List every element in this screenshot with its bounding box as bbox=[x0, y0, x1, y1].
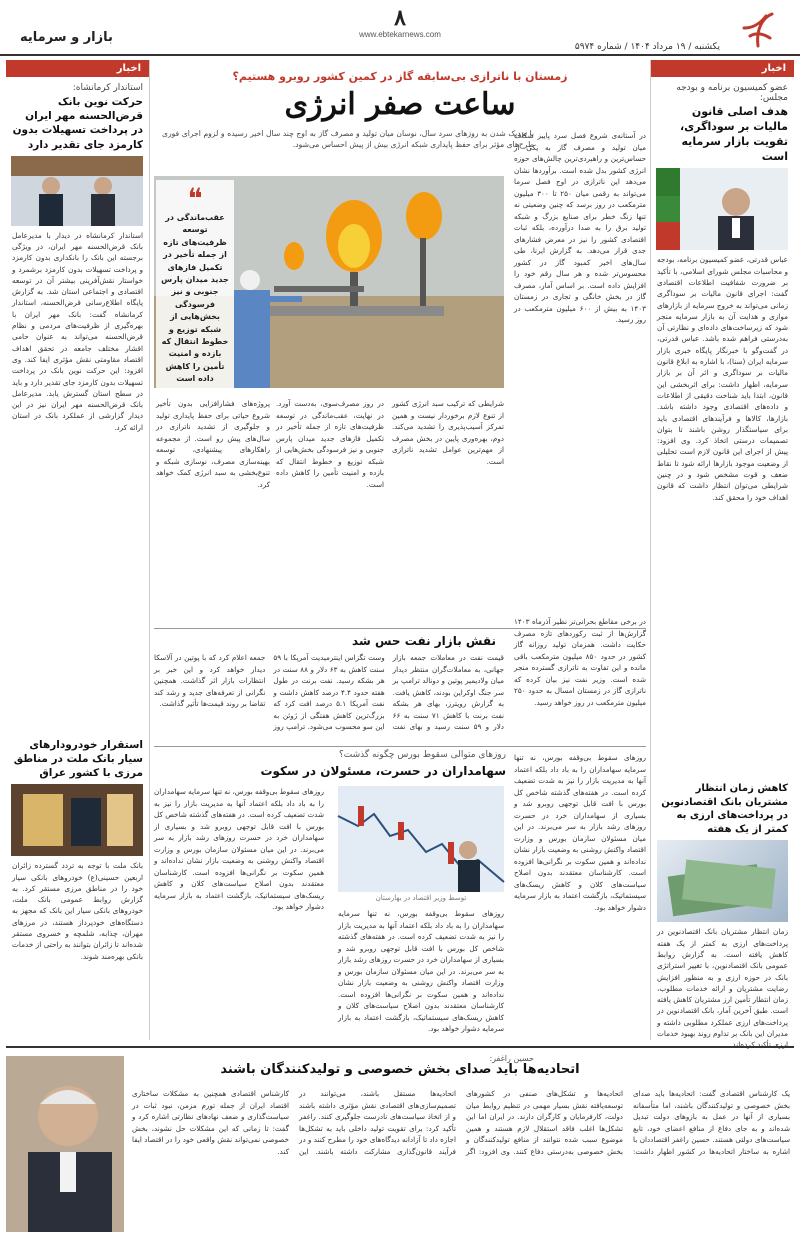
interviewee-portrait bbox=[6, 1056, 124, 1232]
oil-news-headline[interactable]: نقش بازار نفت حس شد bbox=[352, 634, 496, 648]
portrait-illustration bbox=[656, 168, 788, 250]
pull-quote-text: عقب‌ماندگی در توسعه ظرفیت‌های تازه از جمله تأخیر در تکمیل فازهای جدید میدان پارس جنوبی و نیز فرسودگی بخش‌هایی از شبکه توزیع و خطوط انتقال که بازده و امنیت تأمین را کاهش داده است bbox=[161, 213, 229, 384]
currency-photo bbox=[657, 840, 788, 922]
masthead-right bbox=[360, 8, 780, 52]
newspaper-logo-icon bbox=[736, 8, 780, 52]
main-lead: با نزدیک شدن به روزهای سرد سال، نوسان میان تولید و مصرف گاز به اوج چند سال اخیر رسیده و لزوم اجرای فوری طرح‌های مؤثر برای حفظ پایداری شبکه انرژی بیش از پیش احساس می‌شود. bbox=[162, 129, 534, 150]
issue-date: یکشنبه / ۱۹ مرداد ۱۴۰۴ / شماره ۵۹۷۴ bbox=[574, 42, 720, 52]
banknotes-illustration bbox=[656, 840, 788, 922]
left-news-column bbox=[6, 60, 150, 1040]
story-headline[interactable]: حرکت نوین بانک قرض‌الحسنه مهر ایران در پرداخت تسهیلات بدون کارمزد جای تقدیر دارد bbox=[12, 96, 143, 151]
news-section-label: اخبار bbox=[6, 60, 149, 77]
meeting-photo bbox=[12, 156, 143, 226]
quote-mark-icon: ❝ bbox=[187, 182, 203, 215]
story-body: بانک ملت با توجه به تردد گسترده زائران اربعین حسینی(ع) خودروهای بانکی سیار خود را در مناطق مرزی مستقر کرد. به گزارش روابط عمومی بانک ملت، خودروهای بانکی سیار این بانک که مجهز به دستگاه‌های خودپرداز هستند، در مرزهای مهران، چذابه، شلمچه و خسروی مستقر شده‌اند تا زائران بتوانند به راحتی از خدمات بانکی بهره‌مند شوند. bbox=[12, 861, 143, 961]
story-headline[interactable]: کاهش زمان انتظار مشتریان بانک اقتصادنوین در پرداخت‌های ارزی به کمتر از یک هفته bbox=[661, 783, 788, 835]
stock-body: روزهای سقوط بی‌وقفه بورس، نه تنها سرمایه سهامداران را به باد داد بلکه اعتماد آنها به مدیریت بازار را نیز به شدت تضعیف کرده است. در هفته‌های گذشته شاخص کل بورس با افت قابل توجهی روبرو شد و بسیاری از سهامداران خرد در حسرت روزهای رشد بازار به سر می‌برند. در این میان مسئولان سازمان بورس و وزارت اقتصاد واکنش روشنی به وضعیت بازار نشان نداده‌اند و همین سکوت بر نگرانی‌ها افزوده است. کارشناسان معتقدند بدون اصلاح سیاست‌های کلان و کاهش ریسک‌های سیستماتیک، بازگشت اعتماد به بازار سرمایه دشوار خواهد بود. bbox=[338, 909, 504, 1034]
masthead bbox=[0, 0, 800, 56]
section-divider bbox=[154, 628, 646, 629]
article-body-column: در آستانه‌ی شروع فصل سرد پاییز شکاف میان تولید و مصرف گاز به یکی از حساس‌ترین و راهبردی‌ترین چالش‌های حوزه انرژی کشور بدل شده است. برآوردها نشان می‌دهد این ناترازی در اوج فصل سرما می‌تواند به رقمی میان ۲۵۰ تا ۳۰۰ میلیون مترمکعب در روز برسد که چنین وضعیتی نه تنها زنگ خطر برای صنایع بزرگ و شبکه تولید برق را به صدا درآورده، بلکه ثبات اقتصادی کشور را نیز در معرض فشارهای جدی قرار می‌دهد. به گزارش ایرنا، طی سال‌های اخیر کمبود گاز در کشور محسوس‌تر شده و هر سال رقم خود را افزایش داده است. بر اساس آمار، مصرف گاز در بخش خانگی و تجاری در زمستان ۱۴۰۳ به بیش از ۶۰۰ میلیون مترمکعب در روز رسید. bbox=[514, 131, 647, 325]
article-body-column: پروژه‌های فشارافزایی بدون تأخیر شروع حیاتی برای حفظ پایداری تولید و جلوگیری از تشدید ناترازی در سال‌های پیش رو است. از مجموعه راهکارهای پیشنهادی، توسعه بهینه‌سازی مصرف، نوسازی شبکه و تنوع‌بخشی به سبد انرژی کمک خواهد کرد. bbox=[156, 399, 270, 489]
stock-kicker: روزهای متوالی سقوط بورس چگونه گذشت؟ bbox=[338, 750, 506, 760]
news-section-label: اخبار bbox=[651, 60, 794, 77]
byline: حسین راغفر: bbox=[489, 1054, 534, 1063]
oil-news-body: قیمت نفت در معاملات جمعه بازار جهانی، به معاملات‌گران منتظر دیدار میان ولادیمیر پوتین و دونالد ترامپ بر سر جنگ اوکراین بودند، کاهش یافت. به گزارش رویترز، بهای هر بشکه نفت برنت با کاهش ۷۱ سنت به ۶۶ دلار و ۵۹ سنت رسید و بهای نفت وست تگزاس اینترمیدیت آمریکا با ۵۹ سنت کاهش به ۶۳ دلار و ۸۸ سنت در هر بشکه رسید. نفت برنت در طول هفته حدود ۴.۴ درصد کاهش داشت و نفت آمریکا ۵.۱ درصد افت کرد که بزرگ‌ترین کاهش هفتگی از ژوئن به این سو محسوب می‌شود. ترامپ روز جمعه اعلام کرد که با پوتین در آلاسکا دیدار خواهد کرد و این خبر بر انتظارات بازار اثر گذاشت. همچنین نگرانی از تعرفه‌های جدید و رشد کند تقاضا بر روند قیمت‌ها تأثیر گذاشت. bbox=[154, 653, 505, 732]
main-kicker: زمستان با ناترازی بی‌سابقه گاز در کمین کشور روبرو هستیم؟ bbox=[232, 70, 568, 83]
article-body-column: شرایطی که ترکیب سبد انرژی کشور از تنوع لازم برخوردار نیست و همین تمرکز آسیب‌پذیری را تشدید می‌کند. دوم، بهره‌وری پایین در بخش مصرف از مهم‌ترین عوامل تشدید ناترازی است. bbox=[392, 399, 504, 466]
page-number: ۸ bbox=[394, 5, 406, 31]
stock-body: روزهای سقوط بی‌وقفه بورس، نه تنها سرمایه سهامداران را به باد داد بلکه اعتماد آنها به مدیریت بازار را نیز به شدت تضعیف کرده است. در هفته‌های گذشته شاخص کل بورس با افت قابل توجهی روبرو شد و بسیاری از سهامداران خرد در حسرت روزهای رشد بازار به سر می‌برند. در این میان مسئولان سازمان بورس و وزارت اقتصاد واکنش روشنی به وضعیت بازار نشان نداده‌اند و همین سکوت بر نگرانی‌ها افزوده است. کارشناسان معتقدند بدون اصلاح سیاست‌های کلان و کاهش ریسک‌های سیستماتیک، بازگشت اعتماد به بازار سرمایه دشوار خواهد بود. bbox=[154, 787, 324, 912]
atm-photo bbox=[12, 784, 143, 856]
article-body-column: در روز مصرف‌سوی، به‌دست آورد. در نهایت، عقب‌ماندگی در توسعه ظرفیت‌های تازه از جمله تأخیر در تکمیل فازهای جدید میدان پارس جنوبی و نیز فرسودگی بخش‌هایی از شبکه توزیع و خطوط انتقال که بازده و امنیت تأمین را کاهش داده است. bbox=[276, 399, 384, 489]
mobile-bank-illustration bbox=[11, 784, 143, 856]
photo-caption: توسط وزیر اقتصاد در بهارستان bbox=[375, 894, 467, 902]
stock-body: روزهای سقوط بی‌وقفه بورس، نه تنها سرمایه سهامداران را به باد داد بلکه اعتماد آنها به مدیریت بازار را نیز به شدت تضعیف کرده است. در هفته‌های گذشته شاخص کل بورس با افت قابل توجهی روبرو شد و بسیاری از سهامداران خرد در حسرت روزهای رشد بازار به سر می‌برند. در این میان مسئولان سازمان بورس و وزارت اقتصاد واکنش روشنی به وضعیت بازار نشان نداده‌اند و همین سکوت بر نگرانی‌ها افزوده است. کارشناسان معتقدند بدون اصلاح سیاست‌های کلان و کاهش ریسک‌های سیستماتیک، بازگشت اعتماد به بازار سرمایه دشوار خواهد بود. bbox=[514, 753, 646, 912]
bottom-headline[interactable]: اتحادیه‌ها باید صدای بخش خصوصی و تولیدکنندگان باشند bbox=[220, 1062, 580, 1077]
story-body: زمان انتظار مشتریان بانک اقتصادنوین در پرداخت‌های ارزی به کمتر از یک هفته کاهش یافته است. به گزارش روابط عمومی بانک اقتصادنوین، با تغییر استراتژی بانک در حوزه ارزی و به منظور افزایش رضایت مشتریان و ارائه خدمات مطلوب، زمان انتظار تأمین ارز مشتریان کاهش یافته است. طبق آخرین آمار، بانک اقتصادنوین در پرداخت‌های ارزی عملکرد مطلوبی داشته و مدیران این بانک بر تداوم روند بهبود خدمات ارزی تأکید کرده‌اند. bbox=[657, 927, 788, 1050]
stock-headline[interactable]: سهامداران در حسرت، مسئولان در سکوت bbox=[260, 764, 506, 778]
story-body: عباس قدرتی، عضو کمیسیون برنامه، بودجه و محاسبات مجلس شورای اسلامی، با تأکید بر ضرورت شفافیت اطلاعات اقتصادی گفت: اجرای قانون مالیات بر سوداگری زمانی می‌تواند به خروج سرمایه از بازارهای موازی و هدایت آن به بازار سرمایه منجر شود که زیرساخت‌های داده‌ای و نظارتی آن به‌درستی فراهم شده باشد. عباس قدرتی، در گفت‌وگو با خبرنگار پایگاه خبری بازار سرمایه ایران (سنا)، با اشاره به ابلاغ قانون مالیات بر سوداگری و اثر آن بر بازار سرمایه، اظهار داشت: برای اثربخشی این قانون، ابتدا باید شناخت دقیقی از اطلاعات و داده‌های اقتصادی وجود داشته باشد. بازارها، کالاها و فرآیندهای اقتصادی باید برای سیاستگذار روشن باشند تا بتوان تصمیمات درستی اتخاذ کرد. وی افزود: پیش از اجرای این قانون لازم است تحلیلی از وضعیت موجود بازارها ارائه شود تا نقاط ضعف و قوت مشخص شود و در چنین شرایطی می‌توان انتظار داشت که قانون اهداف خود را محقق کند. bbox=[657, 255, 788, 502]
section-name: بازار و سرمایه bbox=[20, 30, 113, 45]
story-kicker: عضو کمیسیون برنامه و بودجه مجلس: bbox=[676, 83, 788, 103]
pull-quote bbox=[156, 180, 234, 392]
stock-chart-photo bbox=[338, 786, 504, 892]
story-headline[interactable]: استقرار خودرودارهای سیار بانک ملت در مناطق مرزی با کشور عراق bbox=[13, 738, 143, 780]
right-news-column bbox=[650, 60, 794, 1050]
official-portrait-photo bbox=[657, 168, 788, 250]
story-body: استاندار کرمانشاه در دیدار با مدیرعامل بانک قرض‌الحسنه مهر ایران، در ویژگی برجسته این بانک را بانکداری بدون کارمزد و پرداخت تسهیلات بدون کارمزد برشمرد و خواستار نقش‌آفرینی بیشتر آن در توسعه اقتصادی و اجتماعی استان شد. به گزارش پایگاه اطلاع‌رسانی قرض‌الحسنه، استاندار کرمانشاه گفت: بانک مهر ایران با بهره‌گیری از ظرفیت‌های مردمی و نظام قرض‌الحسنه می‌تواند به عنوان حامی اقشار مختلف جامعه در تحقق اهداف اقتصاد مقاومتی نقش مؤثری ایفا کند. وی افزود: این حرکت نوین بانک در پرداخت تسهیلات بدون کارمزد جای تقدیر دارد و باید در سطح استان گسترش یابد. مدیرعامل بانک قرض‌الحسنه مهر ایران نیز در این دیدار گزارشی از عملکرد بانک در استان ارائه کرد. bbox=[12, 230, 143, 432]
main-article-area bbox=[154, 60, 646, 1040]
main-headline[interactable]: ساعت صفر انرژی bbox=[284, 87, 516, 122]
bottom-body: یک کارشناس اقتصادی گفت: اتحادیه‌ها باید صدای بخش خصوصی و تولیدکنندگان باشند، اما متأسفانه بسیاری از آنها در عمل به بازوهای دولت تبدیل شده‌اند و به جای دفاع از منافع اعضای خود، تابع سیاست‌های دولتی هستند. حسین راغفر اقتصاددان با اشاره به ساختار اتحادیه‌ها در کشور اظهار داشت: اتحادیه‌ها و تشکل‌های صنفی در کشورهای توسعه‌یافته نقش بسیار مهمی در تنظیم روابط میان دولت، کارفرمایان و کارگران دارند. در ایران اما این تشکل‌ها اغلب فاقد استقلال لازم هستند و همین موضوع سبب شده نتوانند از منافع تولیدکنندگان و بخش خصوصی به‌درستی دفاع کنند. وی افزود: اگر اتحادیه‌ها مستقل باشند، می‌توانند در تصمیم‌سازی‌های اقتصادی نقش مؤثری داشته باشند و از اتخاذ سیاست‌های نادرست جلوگیری کنند. راغفر تأکید کرد: برای تقویت تولید داخلی باید به تشکل‌ها اجازه داد تا آزادانه دیدگاه‌های خود را مطرح کنند و در فرآیند قانون‌گذاری مشارکت داشته باشند. این کارشناس اقتصادی همچنین به مشکلات ساختاری اقتصاد ایران از جمله تورم مزمن، نبود ثبات در سیاست‌گذاری و ضعف نهادهای نظارتی اشاره کرد و گفت: تا زمانی که این مشکلات حل نشوند، بخش خصوصی نمی‌تواند نقش واقعی خود را در اقتصاد ایفا کند. bbox=[132, 1089, 790, 1156]
stock-market-illustration bbox=[338, 786, 504, 892]
story-headline[interactable]: هدف اصلی قانون مالیات بر سوداگری، تقویت بازار سرمایه است bbox=[679, 105, 788, 163]
article-body-column: در برخی مقاطع بحرانی‌تر نظیر آذرماه ۱۴۰۳ گزارش‌ها از ثبت رکوردهای تازه مصرف حکایت داشت. همزمان تولید روزانه گاز کشور در حدود ۸۵۰ میلیون مترمکعب باقی مانده و این تفاوت به ناترازی گسترده منجر شده است. وزیر نفت نیز بیان کرده که ناترازی گاز در زمستان امسال به حدود ۲۵۰ میلیون مترمکعب در روز خواهد رسید. bbox=[514, 617, 647, 707]
bottom-interview-article bbox=[6, 1046, 794, 1234]
section-divider bbox=[154, 746, 646, 747]
story-kicker: استاندار کرمانشاه: bbox=[72, 83, 143, 93]
website-url[interactable]: www.ebtekarnews.com bbox=[359, 30, 441, 39]
portrait-illustration bbox=[6, 1056, 124, 1232]
meeting-illustration bbox=[11, 156, 143, 226]
